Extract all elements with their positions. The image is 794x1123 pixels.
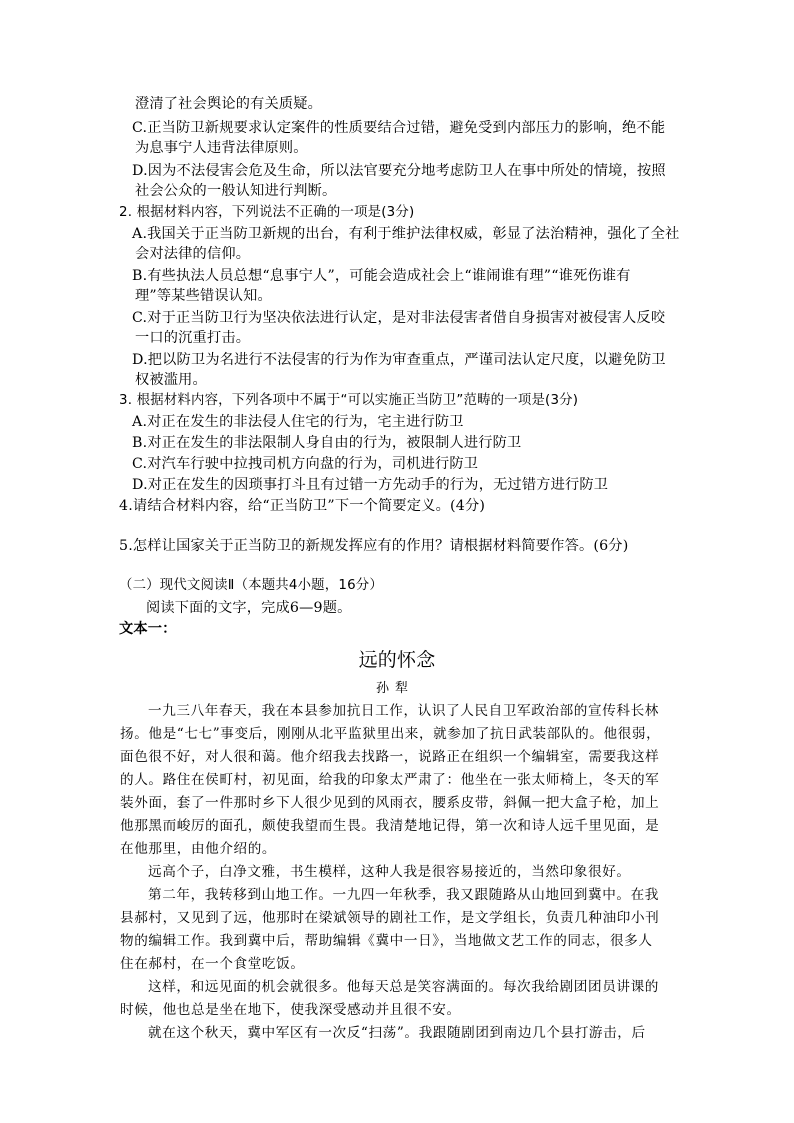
option-3d: D.对正在发生的因琐事打斗且有过错一方先动手的行为，无过错方进行防卫 — [132, 477, 609, 493]
option-2a-cont: 会对法律的信仰。 — [135, 246, 251, 262]
question-3: 3. 根据材料内容，下列各项中不属于“可以实施正当防卫”范畴的一项是(3分) — [119, 393, 579, 408]
option-2a: A.我国关于正当防卫新规的出台，有利于维护法律权威，彰显了法治精神，强化了全社 — [132, 226, 680, 242]
option-1d-cont: 社会公众的一般认知进行判断。 — [135, 183, 337, 199]
article-line: 住在郝村，在一个食堂吃饭。 — [120, 956, 305, 972]
article-line: 他那黑而峻厉的面孔，颇使我望而生畏。我清楚地记得，第一次和诗人远千里见面，是 — [120, 818, 660, 834]
article-line: 这样，和远见面的机会就很多。他每天总是笑容满面的。每次我给剧团团员讲课的 — [148, 979, 659, 995]
article-author: 孙犁 — [376, 681, 415, 696]
article-line: 一九三八年春天，我在本县参加抗日工作，认识了人民自卫军政治部的宣传科长林 — [148, 703, 659, 719]
article-line: 装外面，套了一件那时乡下人很少见到的风雨衣，腰系皮带，斜佩一把大盒子枪，加上 — [120, 795, 660, 811]
option-1d: D.因为不法侵害会危及生命，所以法官要充分地考虑防卫人在事中所处的情境，按照 — [132, 163, 666, 179]
option-2d-cont: 权被滥用。 — [135, 372, 207, 388]
article-line: 在他那里，由他介绍的。 — [120, 841, 277, 857]
option-3a: A.对正在发生的非法侵人住宅的行为，宅主进行防卫 — [132, 414, 464, 430]
article-line: 远高个子，白净文雅，书生模样，这种人我是很容易接近的，当然印象很好。 — [148, 864, 631, 880]
option-1c: C.正当防卫新规要求认定案件的性质要结合过错，避免受到内部压力的影响，绝不能 — [132, 120, 666, 136]
article-line: 时候，他也总是坐在地下，使我深受感动并且很不安。 — [120, 1002, 461, 1018]
question-4: 4.请结合材料内容，给“正当防卫”下一个简要定义。(4分) — [119, 498, 486, 514]
article-line: 物的编辑工作。我到冀中后，帮助编辑《冀中一日》，当地做文艺工作的同志，很多人 — [120, 933, 653, 949]
article-line: 第二年，我转移到山地工作。一九四一年秋季，我又跟随路从山地回到冀中。在我 — [148, 887, 659, 903]
section-heading: （二）现代文阅读Ⅱ（本题共4小题，16分） — [119, 578, 383, 593]
article-title: 远的怀念 — [358, 649, 436, 671]
option-1c-cont: 为息事宁人违背法律原则。 — [135, 140, 308, 156]
article-line: 就在这个秋天，冀中军区有一次反“扫荡”。我跟随剧团到南边几个县打游击，后 — [148, 1025, 646, 1041]
question-2: 2. 根据材料内容，下列说法不正确的一项是(3分) — [119, 205, 415, 220]
article-line: 面色很不好，对人很和蔼。他介绍我去找路一，说路正在组织一个编辑室，需要我这样 — [120, 749, 660, 765]
option-3b: B.对正在发生的非法限制人身自由的行为，被限制人进行防卫 — [132, 435, 522, 451]
option-2b: B.有些执法人员总想“息事宁人”，可能会造成社会上“谁闹谁有理”“谁死伤谁有 — [132, 268, 631, 284]
text-label: 文本一： — [119, 621, 177, 637]
question-5: 5.怎样让国家关于正当防卫的新规发挥应有的作用？请根据材料简要作答。(6分) — [119, 538, 629, 554]
text-line: 澄清了社会舆论的有关质疑。 — [135, 96, 323, 112]
option-2c-cont: 一口的沉重打击。 — [135, 330, 251, 346]
article-line: 县郝村，又见到了远，他那时在梁斌领导的剧社工作，是文学组长，负责几种油印小刊 — [120, 910, 660, 926]
option-2c: C.对于正当防卫行为坚决依法进行认定，是对非法侵害者借自身损害对被侵害人反咬 — [132, 310, 666, 326]
article-line: 的人。路住在侯町村，初见面，给我的印象太严肃了：他坐在一张太师椅上，冬天的军 — [120, 772, 660, 788]
section-instruction: 阅读下面的文字，完成6—9题。 — [146, 600, 352, 616]
article-line: 扬。他是“七七”事变后，刚刚从北平监狱里出来，就参加了抗日武装部队的。他很弱， — [120, 726, 661, 742]
option-3c: C.对汽车行驶中拉拽司机方向盘的行为，司机进行防卫 — [132, 456, 479, 472]
option-2d: D.把以防卫为名进行不法侵害的行为作为审查重点，严谨司法认定尺度，以避免防卫 — [132, 352, 666, 368]
option-2b-cont: 理”等某些错误认知。 — [135, 288, 272, 304]
